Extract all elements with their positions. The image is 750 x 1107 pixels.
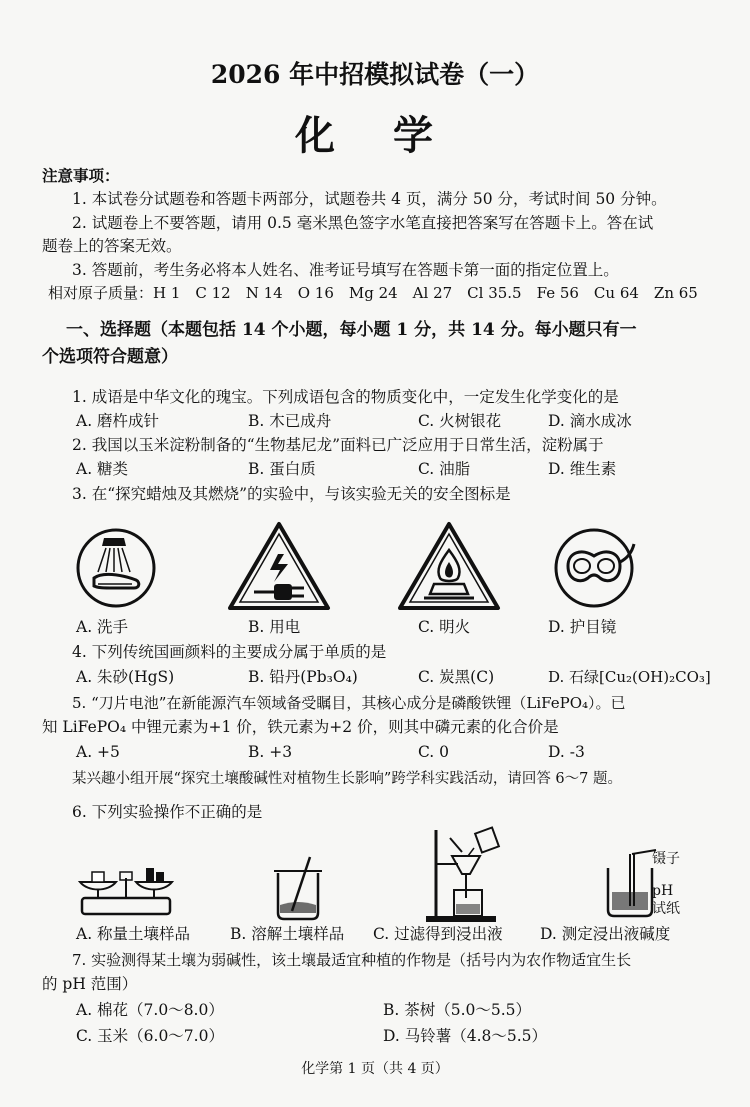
q5-option-b: B. +3 — [248, 743, 293, 761]
electricity-icon — [226, 520, 332, 612]
q6-option-d: D. 测定浸出液碱度 — [540, 925, 671, 943]
tweezers-label: 镊子 — [652, 851, 680, 867]
q7-option-d: D. 马铃薯（4.8～5.5） — [383, 1027, 548, 1045]
notice-item-2: 2. 试题卷上不要答题，请用 0.5 毫米黑色签字水笔直接把答案写在答题卡上。答在试 — [72, 214, 654, 232]
q7-stem: 7. 实验测得某土壤为弱碱性，该土壤最适宜种植的作物是（括号内为农作物适宜生长 — [72, 951, 632, 969]
q1-option-a: A. 磨杵成针 — [76, 412, 160, 430]
ph-label: pH — [652, 883, 674, 899]
q1-stem: 1. 成语是中华文化的瑰宝。下列成语包含的物质变化中，一定发生化学变化的是 — [72, 388, 619, 406]
hand-washing-icon — [74, 526, 158, 610]
subject-title: 化 学 — [295, 112, 455, 159]
q3-option-c: C. 明火 — [418, 618, 471, 636]
q1-option-c: C. 火树银花 — [418, 412, 502, 430]
page-title: 2026 年中招模拟试卷（一） — [210, 60, 540, 89]
q3-option-b: B. 用电 — [248, 618, 301, 636]
q4-option-c: C. 炭黑(C) — [418, 668, 495, 686]
q2-option-c: C. 油脂 — [418, 460, 471, 478]
section-heading-cont: 个选项符合题意） — [42, 347, 178, 367]
q2-option-d: D. 维生素 — [548, 460, 617, 478]
atomic-mass-line: 相对原子质量：H 1 C 12 N 14 O 16 Mg 24 Al 27 Cl 35.5 Fe 56 Cu 64 Zn 65 — [48, 284, 698, 302]
goggles-icon — [552, 526, 638, 610]
q4-option-a: A. 朱砂(HgS) — [76, 668, 175, 686]
q6-option-a: A. 称量土壤样品 — [76, 925, 191, 943]
q6-option-b: B. 溶解土壤样品 — [230, 925, 345, 943]
filtration-apparatus-icon — [422, 826, 502, 926]
q5-option-a: A. +5 — [76, 743, 120, 761]
test-paper-label: 试纸 — [652, 901, 680, 917]
q7-stem-cont: 的 pH 范围） — [42, 975, 138, 993]
q5-option-c: C. 0 — [418, 743, 450, 761]
q6-option-c: C. 过滤得到浸出液 — [373, 925, 503, 943]
q1-option-d: D. 滴水成冰 — [548, 412, 632, 430]
q3-option-a: A. 洗手 — [76, 618, 129, 636]
q6-q7-intro: 某兴趣小组开展“探究土壤酸碱性对植物生长影响”跨学科实践活动，请回答 6～7 题。 — [72, 771, 622, 787]
q4-option-d: D. 石绿[Cu₂(OH)₂CO₃] — [548, 668, 711, 686]
q5-stem: 5. “刀片电池”在新能源汽车领域备受瞩目，其核心成分是磷酸铁锂（LiFePO₄）。已 — [72, 694, 626, 712]
q3-stem: 3. 在“探究蜡烛及其燃烧”的实验中，与该实验无关的安全图标是 — [72, 485, 511, 503]
ph-test-paper-icon — [602, 848, 658, 920]
q5-stem-cont: 知 LiFePO₄ 中锂元素为+1 价，铁元素为+2 价，则其中磷元素的化合价是 — [42, 718, 559, 736]
q2-stem: 2. 我国以玉米淀粉制备的“生物基尼龙”面料已广泛应用于日常生活，淀粉属于 — [72, 436, 604, 454]
beaker-stirring-icon — [270, 855, 326, 921]
notice-item-3: 3. 答题前，考生务必将本人姓名、准考证号填写在答题卡第一面的指定位置上。 — [72, 261, 619, 279]
balance-scale-icon — [76, 858, 176, 918]
q2-option-a: A. 糖类 — [76, 460, 129, 478]
q6-stem: 6. 下列实验操作不正确的是 — [72, 803, 263, 821]
notice-item-2-cont: 题卷上的答案无效。 — [42, 237, 182, 255]
q5-option-d: D. -3 — [548, 743, 585, 761]
q4-option-b: B. 铅丹(Pb₃O₄) — [248, 668, 358, 686]
page-footer: 化学第 1 页（共 4 页） — [301, 1061, 449, 1077]
q4-stem: 4. 下列传统国画颜料的主要成分属于单质的是 — [72, 643, 387, 661]
q7-option-b: B. 茶树（5.0～5.5） — [383, 1001, 532, 1019]
q7-option-a: A. 棉花（7.0～8.0） — [76, 1001, 224, 1019]
q2-option-b: B. 蛋白质 — [248, 460, 316, 478]
open-flame-icon — [396, 520, 502, 612]
q7-option-c: C. 玉米（6.0～7.0） — [76, 1027, 224, 1045]
q3-option-d: D. 护目镜 — [548, 618, 617, 636]
notice-heading: 注意事项： — [42, 166, 120, 185]
section-heading: 一、选择题（本题包括 14 个小题，每小题 1 分，共 14 分。每小题只有一 — [66, 320, 637, 340]
q1-option-b: B. 木已成舟 — [248, 412, 332, 430]
notice-item-1: 1. 本试卷分试题卷和答题卡两部分，试题卷共 4 页，满分 50 分，考试时间 50 分钟。 — [72, 190, 667, 208]
